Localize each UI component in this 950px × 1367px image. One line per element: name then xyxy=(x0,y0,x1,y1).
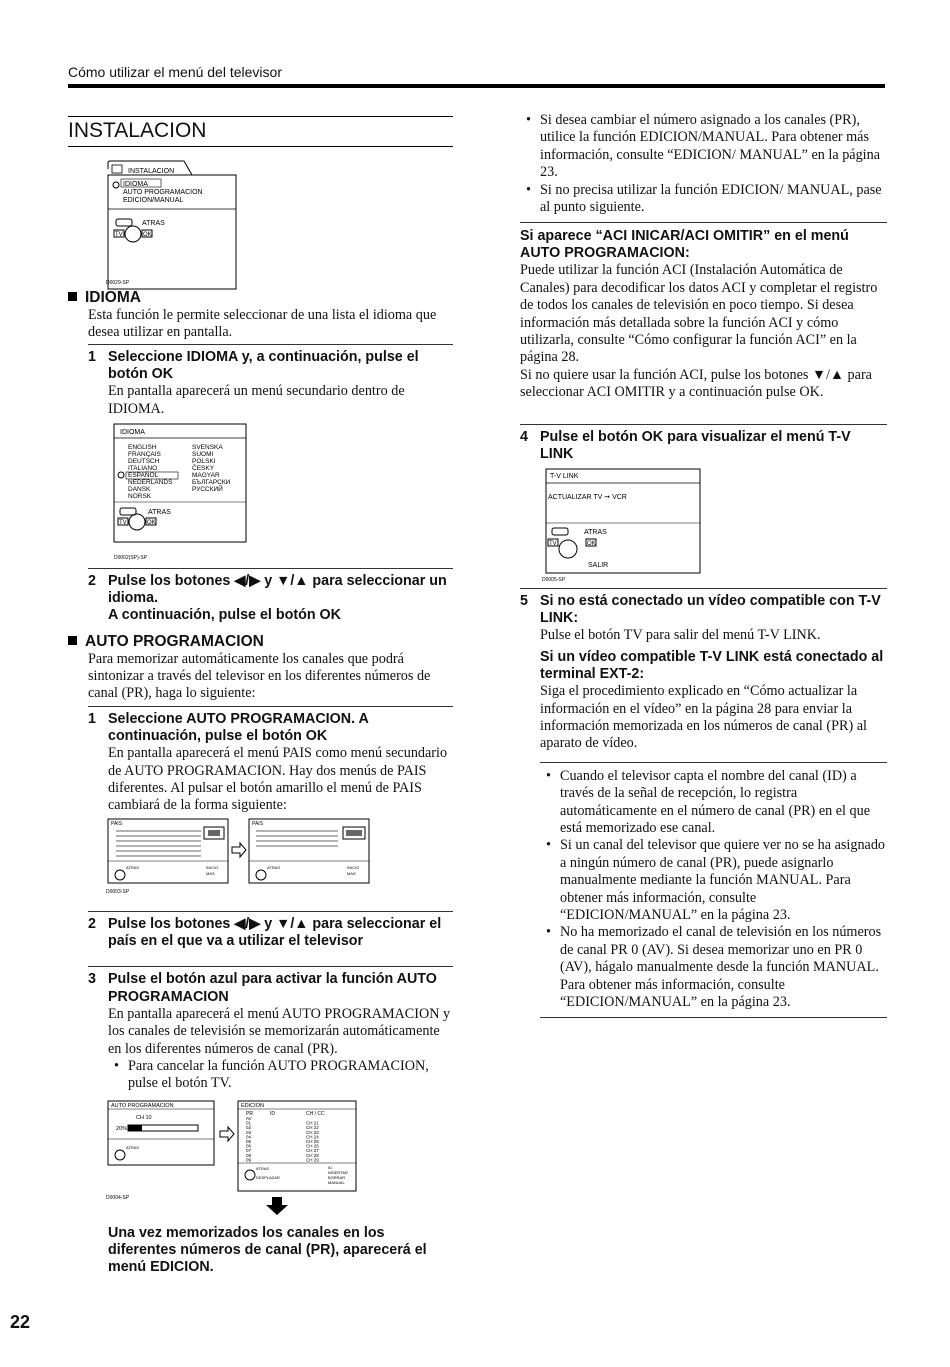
left-column xyxy=(68,116,453,1276)
svg-text:EDICION: EDICION xyxy=(241,1102,264,1109)
auto-step-1: 1 Seleccione AUTO PROGRAMACION. A continuación, pulse el botón OK xyxy=(88,706,453,745)
svg-text:PAIS: PAIS xyxy=(111,820,123,827)
svg-text:ESPAÑOL: ESPAÑOL xyxy=(128,472,159,480)
pais-menus-illustration xyxy=(106,817,406,901)
section-title: INSTALACION xyxy=(68,116,453,147)
page-number: 22 xyxy=(10,1312,31,1332)
svg-text:PAIS: PAIS xyxy=(252,820,264,827)
svg-text:INICIO: INICIO xyxy=(206,864,219,870)
bullet-item: • No ha memorizado el canal de televisión en los números de canal PR 0 (AV). Si desea memorizar uno en PR 0 (AV), hágalo manualmente desde la función MANUAL. Para obtener más información, consulte “EDICION/MANUAL” en la página 23. xyxy=(540,924,887,1011)
auto-step-2: 2 Pulse los botones ◀/▶ y ▼/▲ para seleccionar el país en el que va a utilizar el televisor xyxy=(88,911,453,950)
figure-tvlink xyxy=(520,463,887,588)
svg-text:SALIR: SALIR xyxy=(588,561,609,569)
svg-text:ČESKY: ČESKY xyxy=(192,465,215,473)
svg-text:BORRAR: BORRAR xyxy=(328,1174,346,1180)
aci-body-2: Si no quiere usar la función ACI, pulse los botones ▼/▲ para seleccionar ACI OMITIR y a continuación pulse OK. xyxy=(520,366,872,401)
edicion-row-ch: CH 26 xyxy=(306,1143,319,1149)
auto-heading: AUTO PROGRAMACION xyxy=(68,633,453,651)
svg-text:SUOMI: SUOMI xyxy=(192,451,214,459)
svg-text:DESPLAZAR: DESPLAZAR xyxy=(256,1174,280,1180)
svg-text:ENGLISH: ENGLISH xyxy=(128,444,157,452)
step-4: 4 Pulse el botón OK para visualizar el menú T-V LINK xyxy=(520,428,851,462)
svg-text:D0029-SP: D0029-SP xyxy=(106,280,130,286)
step-5-body: Pulse el botón TV para salir del menú T-V LINK. xyxy=(540,626,821,643)
svg-text:БЪЛГАРСКИ: БЪЛГАРСКИ xyxy=(192,479,231,487)
bullet-item: • Si un canal del televisor que quiere ver no se ha asignado a ningún número de canal (PR), puede asignarlo manualmente mediante la función MANUAL. Para obtener más información, consulte “EDICION/MANUAL” en la página 23. xyxy=(540,837,887,924)
idioma-step-1-body: En pantalla aparecerá un menú secundario dentro de IDIOMA. xyxy=(108,383,405,417)
svg-text:D0002(SP)-SP: D0002(SP)-SP xyxy=(114,555,148,562)
edicion-row-ch: CH 21 xyxy=(306,1120,319,1126)
svg-text:DANSK: DANSK xyxy=(128,486,151,494)
svg-text:ACTUALIZAR TV ➞ VCR: ACTUALIZAR TV ➞ VCR xyxy=(548,493,627,501)
bullet-item: • Si desea cambiar el número asignado a los canales (PR), utilice la función EDICION/MANUAL. Para obtener más información, consulte “EDICION/ MANUAL” en la página 23. xyxy=(520,112,887,182)
edicion-row-ch: CH 29 xyxy=(306,1157,319,1163)
edicion-row-ch: CH 25 xyxy=(306,1138,319,1144)
svg-text:ATRAS: ATRAS xyxy=(148,509,171,517)
svg-text:D0005-SP: D0005-SP xyxy=(542,576,566,583)
figure-pais-menus xyxy=(68,815,453,899)
svg-text:IDIOMA: IDIOMA xyxy=(123,181,148,188)
right-column xyxy=(520,112,887,1018)
edicion-row-pr: 02 xyxy=(246,1124,252,1130)
edicion-row-pr: 01 xyxy=(246,1120,252,1126)
final-note: Una vez memorizados los canales en los diferentes números de canal (PR), aparecerá el menú EDICION. xyxy=(108,1224,427,1275)
edicion-row-ch: CH 28 xyxy=(306,1152,319,1158)
svg-text:INICIO: INICIO xyxy=(347,864,360,870)
idioma-step-2: 2 Pulse los botones ◀/▶ y ▼/▲ para seleccionar un idioma. A continuación, pulse el botón OK xyxy=(88,568,453,625)
figure-idioma-menu xyxy=(68,418,453,568)
svg-text:TV: TV xyxy=(549,540,557,547)
svg-text:T-V LINK: T-V LINK xyxy=(550,472,579,480)
svg-text:DEUTSCH: DEUTSCH xyxy=(128,458,160,466)
svg-text:D0003-SP: D0003-SP xyxy=(106,888,130,895)
edicion-row-pr: 08 xyxy=(246,1152,252,1158)
figure-instalacion-menu xyxy=(68,147,453,287)
svg-text:ATRAS: ATRAS xyxy=(584,528,607,536)
edicion-row-ch: CH 27 xyxy=(306,1147,319,1153)
bottom-bullets xyxy=(540,768,887,1012)
svg-text:РУССКИЙ: РУССКИЙ xyxy=(192,486,223,494)
svg-text:PR: PR xyxy=(246,1110,253,1117)
svg-text:ATRAS: ATRAS xyxy=(267,864,281,870)
svg-text:OK: OK xyxy=(143,232,152,238)
edicion-row-pr: 04 xyxy=(246,1134,252,1140)
svg-text:ATRAS: ATRAS xyxy=(126,864,140,870)
auto-body: Para memorizar automáticamente los canales que podrá sintonizar a través del televisor en los diferentes números de canal (PR), haga lo siguiente: xyxy=(88,650,431,702)
svg-text:NEDERLANDS: NEDERLANDS xyxy=(128,479,173,487)
figure-autoprog-edicion xyxy=(68,1093,453,1221)
edicion-row-pr: 07 xyxy=(246,1147,252,1153)
svg-text:POLSKI: POLSKI xyxy=(192,458,216,466)
idioma-menu-illustration xyxy=(106,422,306,570)
header-rule xyxy=(68,84,885,88)
autoprog-edicion-illustration xyxy=(106,1099,406,1225)
tvlink-body: Siga el procedimiento explicado en “Cómo actualizar la información en el vídeo” en la página 28 para enviar la información memorizada en los números de canal (PR) al aparato de vídeo. xyxy=(540,683,867,752)
tvlink-illustration xyxy=(540,467,740,589)
edicion-row-pr: AV xyxy=(246,1115,252,1121)
svg-text:NORSK: NORSK xyxy=(128,493,152,501)
running-header: Cómo utilizar el menú del televisor xyxy=(68,64,282,80)
svg-text:OK: OK xyxy=(587,540,596,547)
svg-text:MAS: MAS xyxy=(206,870,215,876)
svg-text:AUTO PROGRAMACION: AUTO PROGRAMACION xyxy=(123,189,203,196)
svg-text:20%: 20% xyxy=(116,1125,128,1132)
svg-text:OK: OK xyxy=(147,520,156,527)
svg-text:CH / CC: CH / CC xyxy=(306,1110,325,1117)
svg-text:SVENSKA: SVENSKA xyxy=(192,444,223,452)
idioma-body: Esta función le permite seleccionar de una lista el idioma que desea utilizar en pantalla. xyxy=(88,307,437,341)
auto-step-3: 3 Pulse el botón azul para activar la función AUTO PROGRAMACION xyxy=(88,966,453,1005)
svg-text:TV: TV xyxy=(119,520,127,527)
svg-text:ID: ID xyxy=(328,1164,332,1170)
edicion-row-ch: CH 23 xyxy=(306,1129,319,1135)
svg-text:ITALIANO: ITALIANO xyxy=(128,465,158,473)
bullet-item: • Cuando el televisor capta el nombre del canal (ID) a través de la señal de recepción, lo registra automáticamente en el número de canal (PR) en el que está memorizado ese canal. xyxy=(540,768,887,838)
svg-text:INSERTAR: INSERTAR xyxy=(328,1169,348,1175)
idioma-heading: IDIOMA xyxy=(68,289,453,307)
fig1-tab: INSTALACION xyxy=(128,168,175,175)
auto-step-3-bullets xyxy=(108,1058,453,1093)
idioma-step-1: 1 Seleccione IDIOMA y, a continuación, pulse el botón OK xyxy=(88,344,453,383)
svg-text:EDICION/MANUAL: EDICION/MANUAL xyxy=(123,197,184,204)
tvlink-heading: Si un vídeo compatible T-V LINK está conectado al terminal EXT-2: xyxy=(540,649,884,683)
svg-text:ATRAS: ATRAS xyxy=(142,220,165,227)
edicion-row-pr: 09 xyxy=(246,1157,252,1163)
svg-text:ATRAS: ATRAS xyxy=(126,1144,140,1150)
edicion-row-pr: 05 xyxy=(246,1138,252,1144)
edicion-row-ch: CH 24 xyxy=(306,1134,319,1140)
svg-text:FRANÇAIS: FRANÇAIS xyxy=(128,451,161,459)
auto-step-1-body: En pantalla aparecerá el menú PAIS como menú secundario de AUTO PROGRAMACION. Hay dos menús de PAIS diferentes. Al pulsar el botón amarillo el menú de PAIS cambiará de la forma siguiente: xyxy=(108,745,448,814)
instalacion-menu-illustration xyxy=(106,159,286,294)
auto-step-3-bullet: • Para cancelar la función AUTO PROGRAMACION, pulse el botón TV. xyxy=(108,1058,453,1093)
svg-text:ID: ID xyxy=(270,1110,275,1117)
svg-text:CH 10: CH 10 xyxy=(136,1114,152,1121)
svg-text:AUTO PROGRAMACION: AUTO PROGRAMACION xyxy=(111,1102,174,1109)
svg-text:IDIOMA: IDIOMA xyxy=(120,429,145,437)
svg-text:ATRAS: ATRAS xyxy=(256,1165,270,1171)
aci-heading: Si aparece “ACI INICAR/ACI OMITIR” en el menú AUTO PROGRAMACION: xyxy=(520,228,849,262)
bullet-item: • Si no precisa utilizar la función EDICION/ MANUAL, pase al punto siguiente. xyxy=(520,182,887,217)
svg-text:MANUAL: MANUAL xyxy=(328,1179,345,1185)
step-5: 5 Si no está conectado un vídeo compatible con T-V LINK: xyxy=(520,592,881,626)
top-bullets xyxy=(520,112,887,216)
auto-step-3-body: En pantalla aparecerá el menú AUTO PROGRAMACION y los canales de televisión se memorizarán automáticamente en los diferentes números de canal (PR). xyxy=(108,1005,451,1057)
aci-body: Puede utilizar la función ACI (Instalación Automática de Canales) para decodificar los datos ACI y completar el registro de todos los canales de televisión en poco tiempo. Si desea información más detallada sobre la función ACI y cómo utilizarla, consulte “Cómo configurar la función ACI” en la página 28. xyxy=(520,262,878,366)
svg-text:MAGYAR: MAGYAR xyxy=(192,472,220,480)
svg-text:D0004-SP: D0004-SP xyxy=(106,1194,130,1201)
edicion-row-pr: 03 xyxy=(246,1129,252,1135)
svg-text:MAS: MAS xyxy=(347,870,356,876)
svg-text:TV: TV xyxy=(115,232,123,238)
edicion-row-pr: 06 xyxy=(246,1143,252,1149)
edicion-row-ch: CH 22 xyxy=(306,1124,319,1130)
